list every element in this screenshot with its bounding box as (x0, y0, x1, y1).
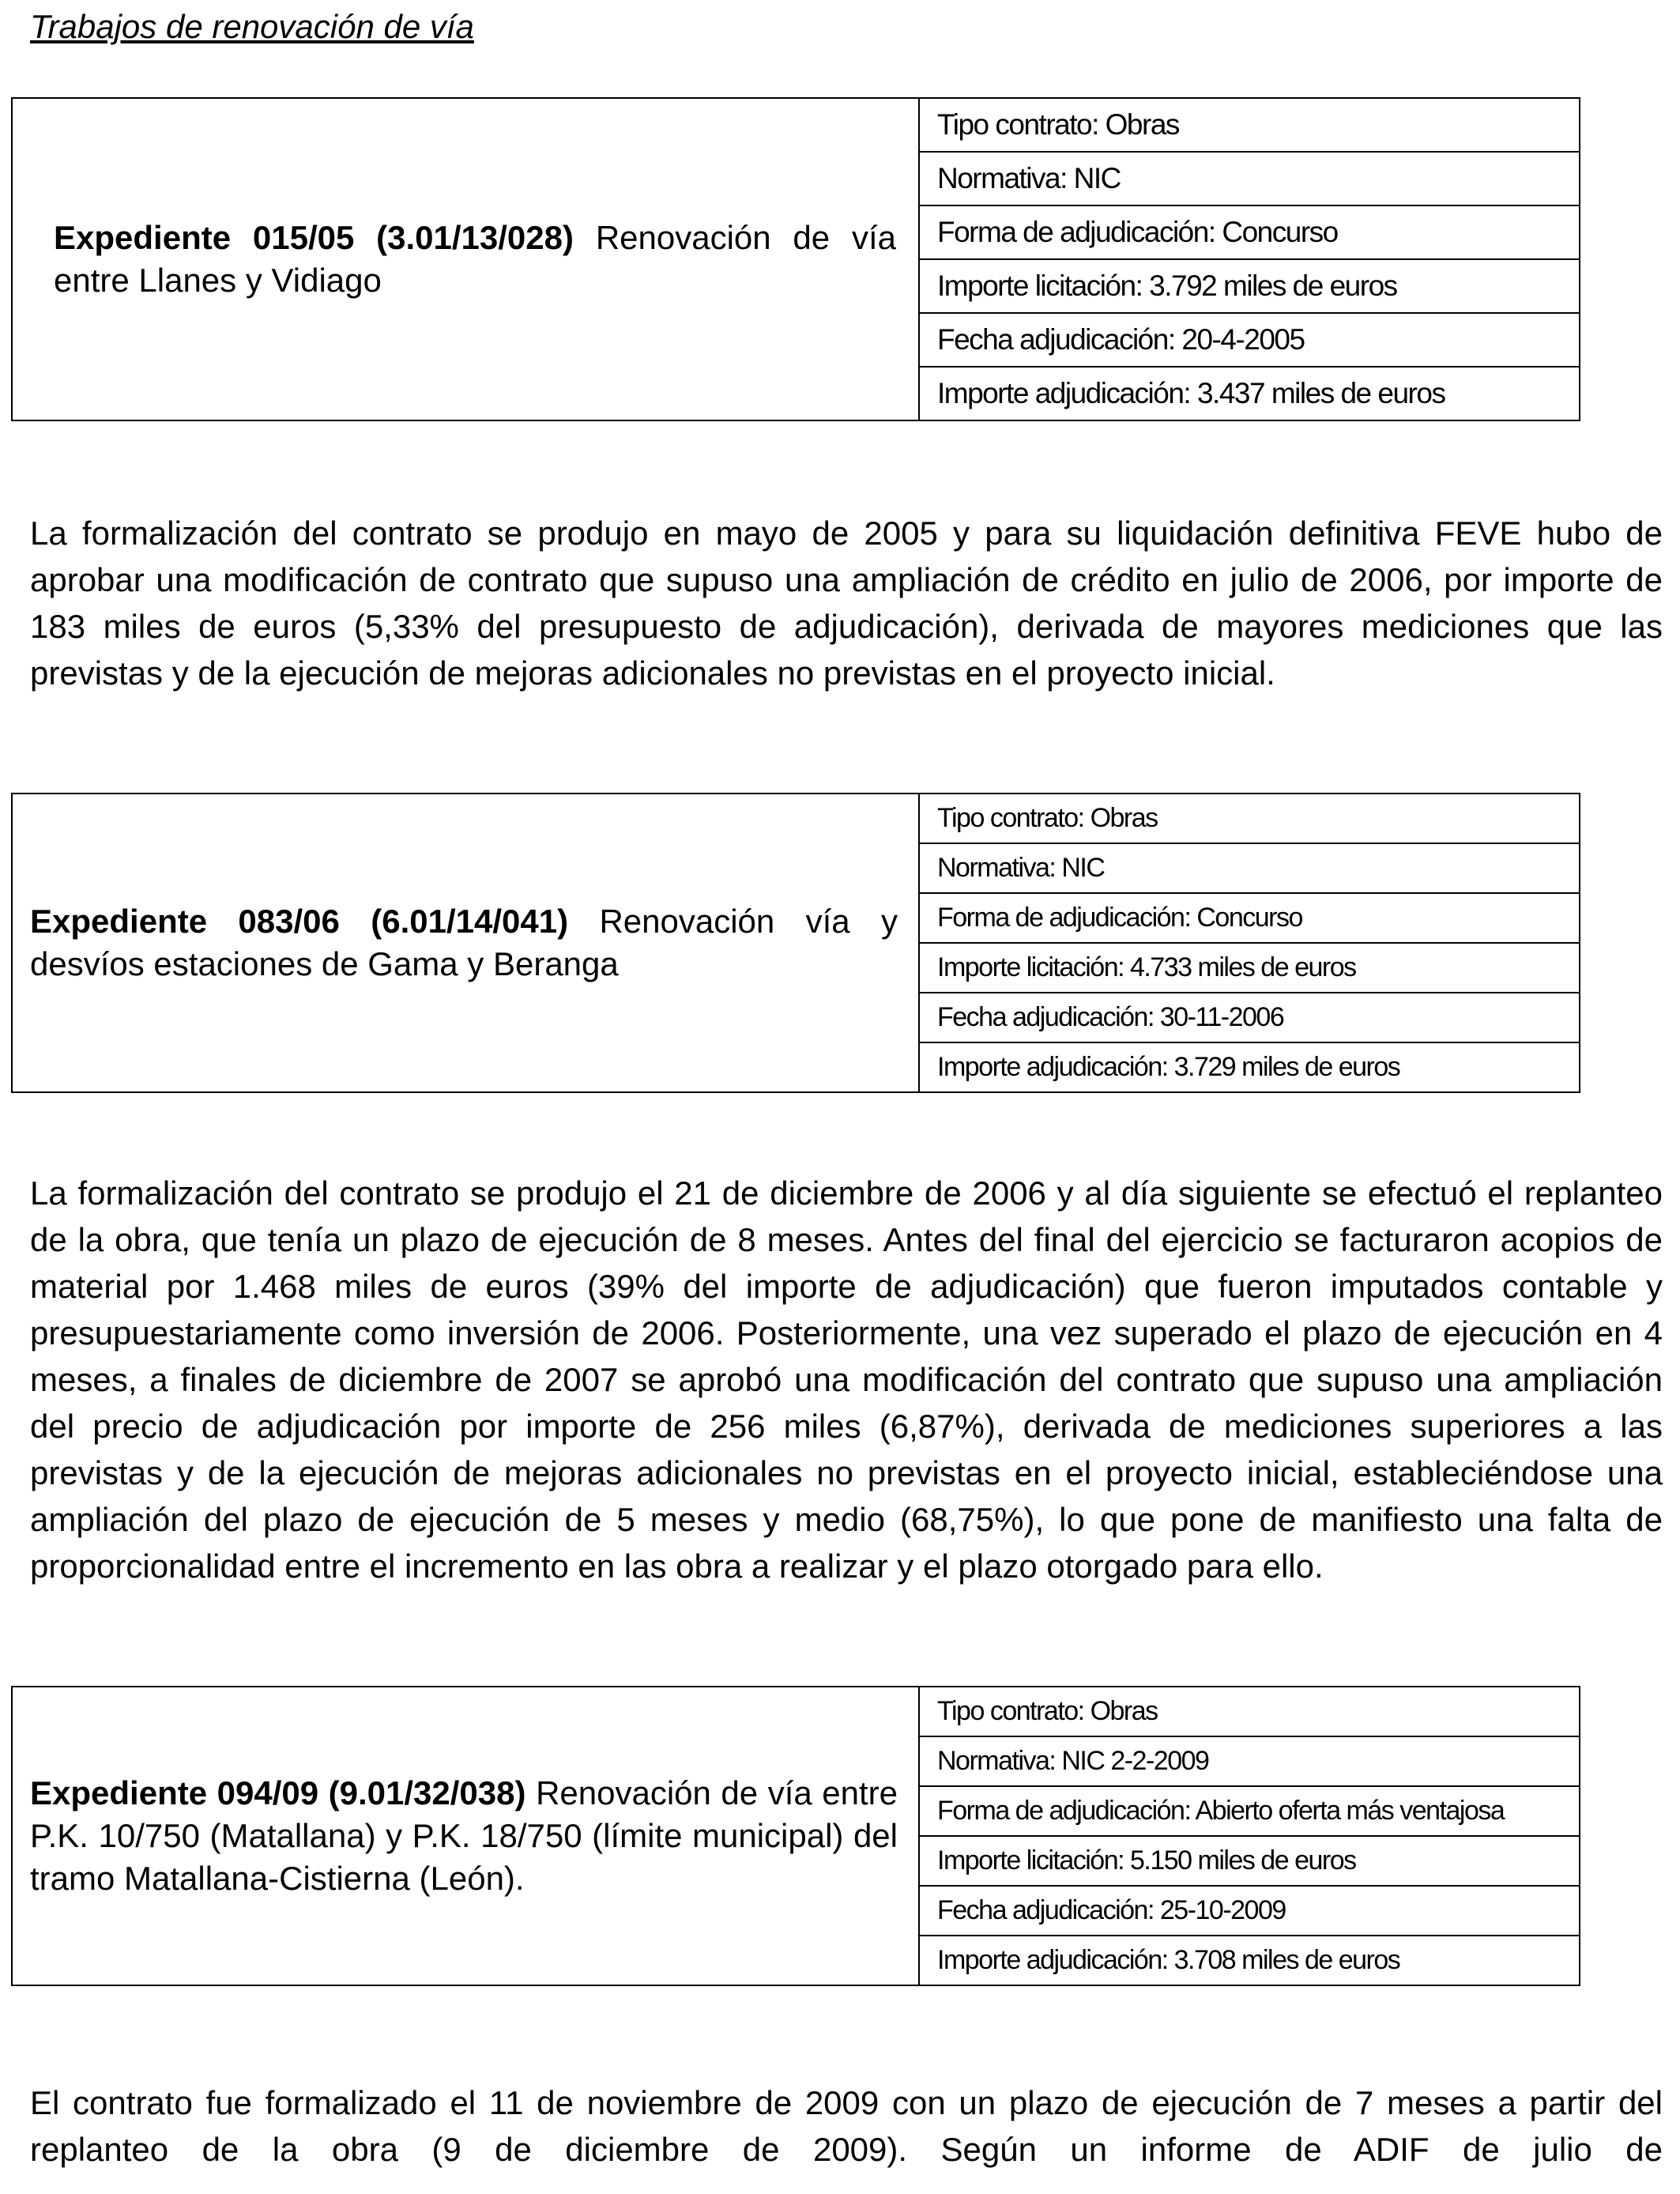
expediente-description: Renovación vía y desvíos estaciones de Gama y Beranga (30, 903, 898, 982)
expediente-code: Expediente 015/05 (3.01/13/028) (54, 219, 574, 256)
expediente-title-cell (12, 1687, 919, 1985)
prop-fecha-adjudicacion: Fecha adjudicación: 30-11-2006 (919, 993, 1580, 1042)
prop-normativa: Normativa: NIC 2-2-2009 (919, 1736, 1580, 1786)
expediente-table-3 (11, 1686, 1580, 1986)
prop-forma-adjudicacion: Forma de adjudicación: Concurso (919, 893, 1580, 943)
section-heading: Trabajos de renovación de vía (30, 8, 474, 45)
expediente-title-cell (12, 98, 919, 420)
prop-tipo-contrato: Tipo contrato: Obras (919, 1687, 1580, 1736)
expediente-description: Renovación de vía entre P.K. 10/750 (Matallana) y P.K. 18/750 (límite municipal) del tramo Matallana-Cistierna (León). (30, 1774, 898, 1897)
prop-tipo-contrato: Tipo contrato: Obras (919, 98, 1580, 152)
prop-fecha-adjudicacion: Fecha adjudicación: 25-10-2009 (919, 1886, 1580, 1936)
prop-importe-adjudicacion: Importe adjudicación: 3.708 miles de euros (919, 1936, 1580, 1985)
prop-normativa: Normativa: NIC (919, 152, 1580, 205)
prop-importe-licitacion: Importe licitación: 4.733 miles de euros (919, 943, 1580, 993)
prop-forma-adjudicacion: Forma de adjudicación: Abierto oferta más ventajosa (919, 1786, 1580, 1836)
paragraph-3: El contrato fue formalizado el 11 de noviembre de 2009 con un plazo de ejecución de 7 meses a partir del replanteo de la obra (9 de diciembre de 2009). Según un informe de ADIF de julio de (30, 2084, 1663, 2168)
prop-forma-adjudicacion: Forma de adjudicación: Concurso (919, 205, 1580, 259)
prop-importe-adjudicacion: Importe adjudicación: 3.729 miles de euros (919, 1042, 1580, 1092)
paragraph-2: La formalización del contrato se produjo el 21 de diciembre de 2006 y al día siguiente se efectuó el replanteo de la obra, que tenía un plazo de ejecución de 8 meses. Antes del final del ejercicio se facturaron acopios de material por 1.468 miles de euros (39% del importe de adjudicación) que fueron imputados contable y presupuestariamente como inversión de 2006. Posteriormente, una vez superado el plazo de ejecución en 4 meses, a finales de diciembre de 2007 se aprobó una modificación del contrato que supuso una ampliación del precio de adjudicación por importe de 256 miles (6,87%), derivada de mediciones superiores a las previstas y de la ejecución de mejoras adicionales no previstas en el proyecto inicial, estableciéndose una ampliación del plazo de ejecución de 5 meses y medio (68,75%), lo que pone de manifiesto una falta de proporcionalidad entre el incremento en las obra a realizar y el plazo otorgado para ello. (30, 1174, 1663, 1585)
paragraph-1: La formalización del contrato se produjo en mayo de 2005 y para su liquidación definitiva FEVE hubo de aprobar una modificación de contrato que supuso una ampliación de crédito en julio de 2006, por importe de 183 miles de euros (5,33% del presupuesto de adjudicación), derivada de mayores mediciones que las previstas y de la ejecución de mejoras adicionales no previstas en el proyecto inicial. (30, 515, 1663, 692)
prop-tipo-contrato: Tipo contrato: Obras (919, 794, 1580, 843)
expediente-table-2 (11, 793, 1580, 1093)
expediente-description: Renovación de vía entre Llanes y Vidiago (54, 219, 896, 299)
prop-importe-licitacion: Importe licitación: 3.792 miles de euros (919, 259, 1580, 313)
prop-fecha-adjudicacion: Fecha adjudicación: 20-4-2005 (919, 313, 1580, 367)
prop-importe-licitacion: Importe licitación: 5.150 miles de euros (919, 1836, 1580, 1886)
expediente-code: Expediente 094/09 (9.01/32/038) (30, 1774, 526, 1811)
prop-importe-adjudicacion: Importe adjudicación: 3.437 miles de euros (919, 367, 1580, 420)
expediente-title-cell (12, 794, 919, 1092)
prop-normativa: Normativa: NIC (919, 843, 1580, 893)
expediente-code: Expediente 083/06 (6.01/14/041) (30, 903, 569, 940)
expediente-table-1 (11, 97, 1580, 421)
